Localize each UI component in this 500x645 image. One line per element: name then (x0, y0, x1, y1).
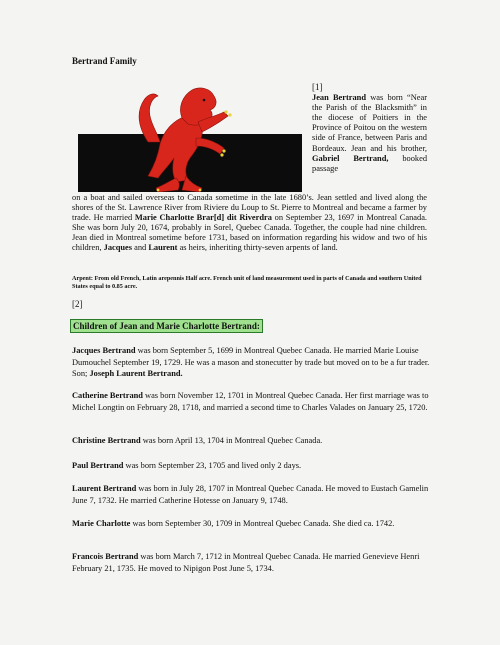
person-name-laurent: Laurent (148, 243, 178, 253)
child-name: Catherine Bertrand (72, 391, 143, 400)
person-name-gabriel: Gabriel Bertrand, (312, 153, 389, 163)
poitou-flag-image (78, 82, 302, 192)
footnote-ref-1: [1] (312, 82, 323, 92)
footnote-ref-2: [2] (72, 299, 83, 309)
child-name: Christine Bertrand (72, 436, 141, 445)
grandchild-name: Joseph Laurent Bertrand. (89, 369, 183, 378)
arpent-note: Arpent: From old French, Latin arepennis Half acre. French unit of land measurement used in parts of Canada and southern United States equal to 0.85 acre. (72, 275, 422, 290)
children-heading: Children of Jean and Marie Charlotte Bertrand: (70, 319, 263, 333)
child-entry: Jacques Bertrand was born September 5, 1699 in Montreal Quebec Canada. He married Marie Louise Dumouchel September 19, 1729. He was a mason and stonecutter by trade but moved on to be a fur trader. Son; Joseph Laurent Bertrand. (72, 346, 430, 378)
child-name: Francois Bertrand (72, 552, 139, 561)
child-entry: Francois Bertrand was born March 7, 1712 in Montreal Quebec Canada. He married Genevieve Henri February 21, 1735. He moved to Nipigon Post June 5, 1734. (72, 552, 420, 573)
child-entry: Marie Charlotte was born September 30, 1709 in Montreal Quebec Canada. She died ca. 1742. (72, 519, 395, 528)
intro-paragraph: on a boat and sailed overseas to Canada sometime in the late 1680’s. Jean settled and lived along the shores of the St. Lawrence River from Riviere du Loup to St. Pierre to Montreal and became a farmer by trade. He married Marie Charlotte Brar[d] dit Riverdra on September 23, 1697 in Montreal Canada. She was born July 20, 1674, probably in Sorel, Quebec Canada. Together, the couple had nine children. Jean died in Montreal sometime before 1731, based on information regarding his widow and two of his children, Jacques and Laurent as heirs, inheriting thirty-seven arpents of land. (72, 193, 427, 253)
person-name-jacques: Jacques (103, 243, 133, 253)
child-name: Marie Charlotte (72, 519, 131, 528)
page-title: Bertrand Family (72, 56, 137, 66)
child-entry: Catherine Bertrand was born November 12, 1701 in Montreal Quebec Canada. Her first marriage was to Michel Longtin on February 28, 1718, and married a second time to Charles Valades on January 25, 1720. (72, 391, 429, 412)
person-name-jean: Jean Bertrand (312, 93, 366, 103)
child-entry: Paul Bertrand was born September 23, 1705 and lived only 2 days. (72, 461, 302, 470)
intro-paragraph-side: [1] Jean Bertrand was born “Near the Parish of the Blacksmith” in the diocese of Poitiers in the Province of Poitou on the western side of France, between Paris and Bordeaux. Jean and his brother, Gabriel Bertrand, booked passage (312, 82, 428, 173)
child-entry: Christine Bertrand was born April 13, 1704 in Montreal Quebec Canada. (72, 436, 323, 445)
person-name-marie-charlotte: Marie Charlotte Brar[d] dit Riverdra (134, 213, 272, 223)
child-entry: Laurent Bertrand was born in July 28, 1707 in Montreal Quebec Canada. He moved to Eustach Gamelin June 7, 1732. He married Catherine Hotesse on January 9, 1748. (72, 484, 429, 505)
child-name: Jacques Bertrand (72, 346, 136, 355)
child-name: Laurent Bertrand (72, 484, 137, 493)
rampant-lion-icon (78, 82, 302, 192)
child-name: Paul Bertrand (72, 461, 124, 470)
